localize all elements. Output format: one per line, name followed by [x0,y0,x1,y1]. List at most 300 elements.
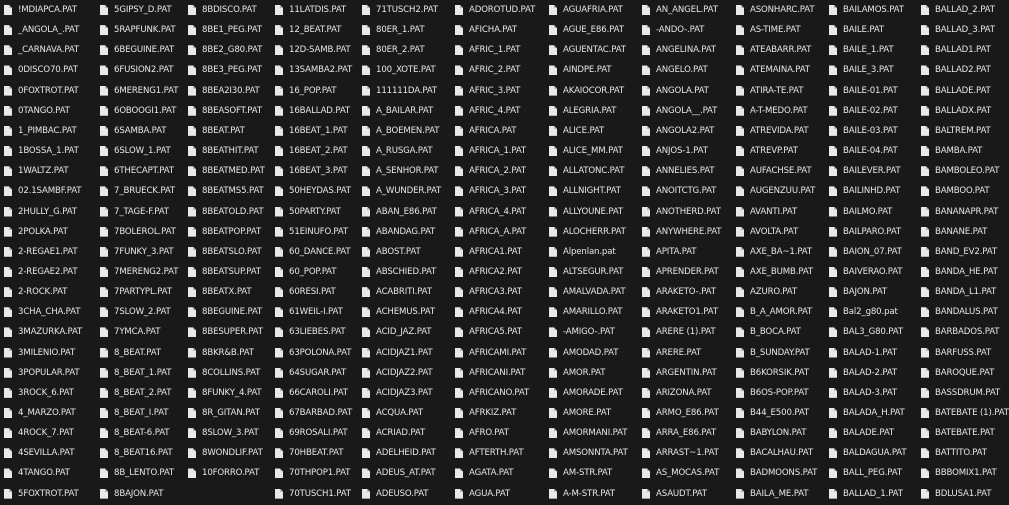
file-item[interactable] [188,82,274,100]
file-item[interactable] [549,424,635,442]
file-item[interactable] [188,61,274,79]
file-item[interactable] [100,384,186,402]
file-item[interactable] [549,102,635,120]
file-item[interactable] [736,162,822,180]
file-item[interactable] [4,223,90,241]
file-name: BDLUSA1.PAT [935,488,992,499]
file-item[interactable] [4,444,90,462]
file-item[interactable] [642,243,728,261]
file-icon [4,327,12,337]
file-item[interactable] [4,384,90,402]
file-name: BAIVERAO.PAT [843,266,903,277]
file-item[interactable] [188,41,274,59]
file-icon [829,126,837,136]
file-name: BAILPARO.PAT [843,226,902,237]
file-item[interactable] [100,283,186,301]
file-item[interactable] [921,364,1007,382]
file-item[interactable] [642,21,728,39]
file-item[interactable] [549,323,635,341]
file-item[interactable] [362,404,448,422]
file-item[interactable] [188,344,274,362]
file-item[interactable] [829,243,915,261]
file-item[interactable] [736,182,822,200]
file-item[interactable] [642,122,728,140]
file-item[interactable] [188,263,274,281]
file-item[interactable] [921,41,1007,59]
file-item[interactable] [642,384,728,402]
file-item[interactable] [188,21,274,39]
file-icon [362,368,370,378]
file-item[interactable] [549,384,635,402]
file-item[interactable] [736,303,822,321]
file-item[interactable] [275,1,361,19]
file-item[interactable] [362,203,448,221]
file-item[interactable] [829,303,915,321]
file-item[interactable] [455,303,541,321]
file-item[interactable] [921,61,1007,79]
file-item[interactable] [829,82,915,100]
file-item[interactable] [100,364,186,382]
file-item[interactable] [549,203,635,221]
file-icon [829,207,837,217]
file-item[interactable] [642,263,728,281]
file-item[interactable] [362,364,448,382]
file-item[interactable] [921,384,1007,402]
file-item[interactable] [4,21,90,39]
file-item[interactable] [829,21,915,39]
file-item[interactable] [275,364,361,382]
file-name: ALICE_MM.PAT [563,146,623,157]
file-item[interactable] [455,323,541,341]
file-item[interactable] [188,444,274,462]
file-item[interactable] [362,485,448,503]
file-item[interactable] [921,162,1007,180]
file-item[interactable] [455,364,541,382]
file-item[interactable] [921,21,1007,39]
file-item[interactable] [829,102,915,120]
file-item[interactable] [736,122,822,140]
file-item[interactable] [921,243,1007,261]
file-item[interactable] [455,102,541,120]
file-item[interactable] [4,323,90,341]
file-item[interactable] [4,404,90,422]
file-item[interactable] [188,142,274,160]
file-item[interactable] [921,444,1007,462]
file-item[interactable] [100,203,186,221]
file-item[interactable] [642,142,728,160]
file-item[interactable] [275,303,361,321]
file-item[interactable] [549,21,635,39]
file-item[interactable] [829,203,915,221]
file-item[interactable] [100,1,186,19]
file-item[interactable] [362,41,448,59]
file-item[interactable] [4,203,90,221]
file-item[interactable] [549,283,635,301]
file-item[interactable] [829,464,915,482]
file-item[interactable] [455,223,541,241]
file-name: B6KORSIK.PAT [750,367,809,378]
file-item[interactable] [100,485,186,503]
file-item[interactable] [362,182,448,200]
file-item[interactable] [455,424,541,442]
file-item[interactable] [829,384,915,402]
file-item[interactable] [549,1,635,19]
file-item[interactable] [829,323,915,341]
file-icon [100,428,108,438]
file-item[interactable] [188,223,274,241]
file-item[interactable] [549,444,635,462]
file-item[interactable] [549,142,635,160]
file-item[interactable] [829,162,915,180]
file-name: BALADA_H.PAT [843,408,905,418]
file-item[interactable] [736,203,822,221]
file-item[interactable] [549,344,635,362]
file-item[interactable] [362,243,448,261]
file-item[interactable] [362,102,448,120]
file-item[interactable] [736,323,822,341]
file-item[interactable] [455,122,541,140]
file-item[interactable] [100,444,186,462]
file-item[interactable] [188,323,274,341]
file-item[interactable] [362,142,448,160]
file-item[interactable] [362,283,448,301]
file-item[interactable] [362,444,448,462]
file-item[interactable] [642,485,728,503]
file-item[interactable] [736,485,822,503]
file-item[interactable] [455,82,541,100]
file-item[interactable] [100,21,186,39]
file-item[interactable] [275,61,361,79]
file-item[interactable] [736,243,822,261]
file-item[interactable] [188,102,274,120]
file-item[interactable] [921,203,1007,221]
file-item[interactable] [362,263,448,281]
file-item[interactable] [549,404,635,422]
file-item[interactable] [736,283,822,301]
file-item[interactable] [829,223,915,241]
file-item[interactable] [455,162,541,180]
file-item[interactable] [642,162,728,180]
file-item[interactable] [362,1,448,19]
file-item[interactable] [100,344,186,362]
file-item[interactable] [829,182,915,200]
file-item[interactable] [549,162,635,180]
file-item[interactable] [921,263,1007,281]
file-item[interactable] [736,444,822,462]
file-item[interactable] [829,61,915,79]
file-item[interactable] [736,21,822,39]
file-item[interactable] [921,344,1007,362]
file-item[interactable] [921,283,1007,301]
file-item[interactable] [455,243,541,261]
file-item[interactable] [549,464,635,482]
file-item[interactable] [736,364,822,382]
file-item[interactable] [362,162,448,180]
file-item[interactable] [4,424,90,442]
file-item[interactable] [4,61,90,79]
file-item[interactable] [275,162,361,180]
file-item[interactable] [4,142,90,160]
file-item[interactable] [275,323,361,341]
file-item[interactable] [188,364,274,382]
file-item[interactable] [549,223,635,241]
file-item[interactable] [188,303,274,321]
file-item[interactable] [642,1,728,19]
file-item[interactable] [362,82,448,100]
file-item[interactable] [642,444,728,462]
file-item[interactable] [362,464,448,482]
file-item[interactable] [275,223,361,241]
file-item[interactable] [736,82,822,100]
file-item[interactable] [275,444,361,462]
file-item[interactable] [362,424,448,442]
file-item[interactable] [921,404,1007,422]
file-item[interactable] [362,223,448,241]
file-item[interactable] [642,464,728,482]
file-item[interactable] [100,243,186,261]
file-item[interactable] [100,303,186,321]
file-name: 8_BEAT16.PAT [114,448,173,459]
file-item[interactable] [188,404,274,422]
file-icon [275,428,283,438]
file-item[interactable] [921,323,1007,341]
file-name: BALAD-3.PAT [843,387,897,398]
file-item[interactable] [455,444,541,462]
file-item[interactable] [362,61,448,79]
file-icon [736,247,744,257]
file-item[interactable] [829,404,915,422]
file-item[interactable] [736,41,822,59]
file-item[interactable] [455,384,541,402]
file-item[interactable] [275,384,361,402]
file-item[interactable] [642,424,728,442]
file-item[interactable] [642,203,728,221]
file-item[interactable] [829,142,915,160]
file-item[interactable] [642,344,728,362]
file-item[interactable] [100,162,186,180]
file-item[interactable] [736,263,822,281]
file-item[interactable] [188,283,274,301]
file-item[interactable] [362,122,448,140]
file-item[interactable] [188,384,274,402]
file-item[interactable] [4,82,90,100]
file-item[interactable] [455,21,541,39]
file-item[interactable] [4,102,90,120]
file-item[interactable] [642,404,728,422]
file-item[interactable] [188,122,274,140]
file-name: 8BAJON.PAT [114,488,164,499]
file-item[interactable] [642,323,728,341]
file-item[interactable] [275,344,361,362]
file-item[interactable] [549,61,635,79]
file-item[interactable] [100,464,186,482]
file-item[interactable] [921,182,1007,200]
file-item[interactable] [275,122,361,140]
file-item[interactable] [275,485,361,503]
file-item[interactable] [921,303,1007,321]
file-item[interactable] [100,82,186,100]
file-item[interactable] [275,203,361,221]
file-item[interactable] [100,61,186,79]
file-item[interactable] [549,243,635,261]
file-item[interactable] [455,41,541,59]
file-item[interactable] [829,444,915,462]
file-item[interactable] [362,21,448,39]
file-item[interactable] [188,182,274,200]
file-item[interactable] [275,21,361,39]
file-item[interactable] [921,102,1007,120]
file-item[interactable] [736,102,822,120]
file-item[interactable] [455,182,541,200]
file-item[interactable] [275,82,361,100]
file-item[interactable] [642,303,728,321]
file-item[interactable] [4,1,90,19]
file-item[interactable] [736,142,822,160]
file-icon [549,106,557,116]
file-item[interactable] [549,364,635,382]
file-icon [275,45,283,55]
file-item[interactable] [921,1,1007,19]
file-item[interactable] [100,404,186,422]
file-icon [829,267,837,277]
file-item[interactable] [455,344,541,362]
file-item[interactable] [275,182,361,200]
file-item[interactable] [455,404,541,422]
file-item[interactable] [921,122,1007,140]
file-item[interactable] [736,61,822,79]
file-item[interactable] [100,424,186,442]
file-item[interactable] [100,142,186,160]
file-item[interactable] [4,243,90,261]
file-icon [549,65,557,75]
file-item[interactable] [829,263,915,281]
file-item[interactable] [921,464,1007,482]
file-item[interactable] [642,102,728,120]
file-item[interactable] [549,303,635,321]
file-item[interactable] [188,1,274,19]
file-item[interactable] [642,223,728,241]
file-item[interactable] [736,424,822,442]
file-item[interactable] [829,1,915,19]
file-item[interactable] [100,122,186,140]
file-item[interactable] [4,344,90,362]
file-item[interactable] [549,41,635,59]
file-item[interactable] [549,263,635,281]
file-item[interactable] [362,303,448,321]
file-item[interactable] [4,41,90,59]
file-item[interactable] [275,404,361,422]
file-item[interactable] [549,82,635,100]
file-item[interactable] [549,122,635,140]
file-item[interactable] [100,323,186,341]
file-item[interactable] [275,424,361,442]
file-item[interactable] [736,404,822,422]
file-item[interactable] [829,344,915,362]
file-item[interactable] [921,424,1007,442]
file-item[interactable] [4,122,90,140]
file-item[interactable] [100,41,186,59]
file-item[interactable] [642,182,728,200]
file-item[interactable] [736,223,822,241]
file-item[interactable] [921,485,1007,503]
file-name: B_BOCA.PAT [750,327,801,338]
file-item[interactable] [455,203,541,221]
file-item[interactable] [362,323,448,341]
file-item[interactable] [362,344,448,362]
file-item[interactable] [736,464,822,482]
file-item[interactable] [736,384,822,402]
file-item[interactable] [642,61,728,79]
file-item[interactable] [455,263,541,281]
file-item[interactable] [921,82,1007,100]
file-item[interactable] [100,182,186,200]
file-item[interactable] [4,263,90,281]
file-item[interactable] [549,182,635,200]
file-item[interactable] [455,61,541,79]
file-item[interactable] [829,485,915,503]
file-item[interactable] [736,344,822,362]
file-item[interactable] [100,223,186,241]
file-item[interactable] [4,303,90,321]
file-item[interactable] [275,283,361,301]
file-item[interactable] [188,162,274,180]
file-item[interactable] [4,283,90,301]
file-icon [921,468,929,478]
file-item[interactable] [829,424,915,442]
file-item[interactable] [100,263,186,281]
file-item[interactable] [549,485,635,503]
file-item[interactable] [921,223,1007,241]
file-icon [455,348,463,358]
file-item[interactable] [921,142,1007,160]
file-item[interactable] [736,1,822,19]
file-item[interactable] [642,82,728,100]
file-item[interactable] [455,283,541,301]
file-item[interactable] [275,243,361,261]
file-item[interactable] [455,142,541,160]
file-item[interactable] [188,464,274,482]
file-item[interactable] [455,485,541,503]
file-item[interactable] [275,464,361,482]
file-item[interactable] [4,364,90,382]
file-item[interactable] [4,162,90,180]
file-item[interactable] [275,263,361,281]
file-name: AVANTI.PAT [750,206,798,217]
file-icon [921,327,929,337]
file-item[interactable] [642,41,728,59]
file-item[interactable] [829,41,915,59]
file-item[interactable] [642,283,728,301]
file-icon [921,227,929,237]
file-item[interactable] [275,102,361,120]
file-item[interactable] [188,424,274,442]
file-item[interactable] [455,464,541,482]
file-item[interactable] [188,203,274,221]
file-item[interactable] [829,283,915,301]
file-item[interactable] [455,1,541,19]
file-item[interactable] [4,485,90,503]
file-item[interactable] [362,384,448,402]
file-item[interactable] [275,41,361,59]
file-item[interactable] [188,243,274,261]
file-item[interactable] [4,464,90,482]
file-item[interactable] [100,102,186,120]
file-item[interactable] [275,142,361,160]
file-item[interactable] [829,122,915,140]
file-item[interactable] [642,364,728,382]
file-item[interactable] [829,364,915,382]
file-item[interactable] [4,182,90,200]
